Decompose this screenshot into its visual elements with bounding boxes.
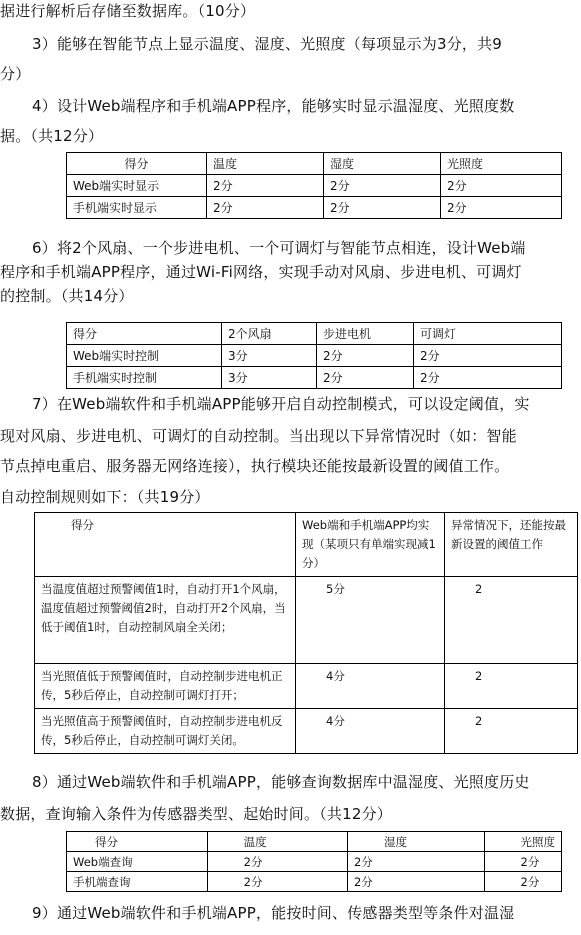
text-line-9: 7）在Web端软件和手机端APP能够开启自动控制模式，可以设定阈值，实 — [32, 395, 530, 413]
table-row — [67, 175, 562, 197]
table-header-row — [67, 832, 562, 852]
table-cell: 2分 — [317, 367, 414, 389]
table-cell: 2 — [445, 577, 578, 664]
table-row — [67, 852, 562, 872]
text-line-7: 程序和手机端APP程序，通过Wi-Fi网络，实现手动对风扇、步进电机、可调灯 — [0, 263, 522, 281]
table-cell: 2分 — [207, 197, 324, 219]
table-cell: 2分 — [207, 175, 324, 197]
text-line-15: 9）通过Web端软件和手机端APP，能按时间、传感器类型等条件对温湿 — [32, 904, 515, 922]
table-cell: 2分 — [207, 852, 347, 872]
table-cell: 光照度 — [441, 153, 562, 175]
table-cell: 异常情况下，还能按最新设置的阈值工作 — [445, 513, 578, 577]
history-query-table — [66, 831, 562, 892]
table-cell: 2分 — [484, 852, 562, 872]
table-cell: 4分 — [296, 709, 445, 754]
table-cell: 2分 — [347, 872, 484, 892]
table-cell: 4分 — [296, 664, 445, 709]
table-cell: 2 — [445, 709, 578, 754]
table-cell: 得分 — [67, 153, 207, 175]
table-cell: 手机端实时控制 — [67, 367, 222, 389]
table-cell: 2分 — [441, 175, 562, 197]
table-cell: 2分 — [441, 197, 562, 219]
auto-control-rules-table — [34, 512, 578, 754]
text-line-13: 8）通过Web端软件和手机端APP，能够查询数据库中温湿度、光照度历史 — [32, 773, 530, 791]
table-cell: 2 — [445, 664, 578, 709]
table-cell — [35, 513, 296, 577]
table-cell: 当温度值超过预警阈值1时，自动打开1个风扇，温度值超过预警阈值2时，自动打开2个风扇，当低于阈值1时，自动控制风扇全关闭； — [35, 577, 296, 664]
text-line-10: 现对风扇、步进电机、可调灯的自动控制。当出现以下异常情况时（如：智能 — [0, 427, 517, 445]
table-cell: 手机端实时显示 — [67, 197, 207, 219]
table-row — [67, 872, 562, 892]
table-cell: Web端查询 — [67, 852, 208, 872]
table-cell: 2分 — [347, 852, 484, 872]
table-cell: Web端实时显示 — [67, 175, 207, 197]
table-cell: 2分 — [324, 197, 441, 219]
manual-control-table — [66, 322, 562, 389]
text-line-11: 节点掉电重启、服务器无网络连接），执行模块还能按最新设置的阈值工作。 — [0, 457, 510, 475]
table-cell: 温度 — [207, 832, 347, 852]
table-row — [35, 709, 578, 754]
table-row — [35, 664, 578, 709]
table-cell: 光照度 — [484, 832, 562, 852]
table-cell: 湿度 — [347, 832, 484, 852]
table-cell: Web端和手机端APP均实现（某项只有单端实现减1分） — [296, 513, 445, 577]
table-cell: 2分 — [414, 367, 562, 389]
table-cell: 2分 — [484, 872, 562, 892]
table-cell: 3分 — [222, 345, 317, 367]
table-row — [67, 345, 562, 367]
text-line-6: 6）将2个风扇、一个步进电机、一个可调灯与智能节点相连，设计Web端 — [32, 239, 526, 257]
table-cell: 2分 — [317, 345, 414, 367]
table-cell: 得分 — [67, 323, 222, 345]
table-cell: 5分 — [296, 577, 445, 664]
table-cell: 得分 — [67, 832, 208, 852]
table-row — [67, 197, 562, 219]
text-line-1: 据进行解析后存储至数据库。（10分） — [0, 2, 256, 20]
table-cell: 当光照值低于预警阈值时，自动控制步进电机正传，5秒后停止，自动控制可调灯打开； — [35, 664, 296, 709]
table-cell: 2个风扇 — [222, 323, 317, 345]
text-line-4: 4）设计Web端程序和手机端APP程序，能够实时显示温湿度、光照度数 — [32, 97, 515, 115]
realtime-display-table — [66, 152, 562, 219]
text-line-8: 的控制。（共14分） — [0, 287, 134, 305]
text-line-12: 自动控制规则如下：（共19分） — [0, 488, 210, 506]
table-cell: 湿度 — [324, 153, 441, 175]
table-header-row — [35, 513, 578, 577]
table-cell: 手机端查询 — [67, 872, 208, 892]
table-cell: 3分 — [222, 367, 317, 389]
table-header-row — [67, 153, 562, 175]
header-label: 得分 — [71, 518, 94, 532]
table-cell: 2分 — [324, 175, 441, 197]
table-cell: 温度 — [207, 153, 324, 175]
text-line-5: 据。（共12分） — [0, 127, 104, 145]
text-line-3: 分） — [0, 65, 31, 83]
table-cell: 2分 — [207, 872, 347, 892]
table-header-row — [67, 323, 562, 345]
table-cell: 步进电机 — [317, 323, 414, 345]
table-cell: 2分 — [414, 345, 562, 367]
table-cell: 当光照值高于预警阈值时，自动控制步进电机反传，5秒后停止，自动控制可调灯关闭。 — [35, 709, 296, 754]
table-row — [35, 577, 578, 664]
text-line-14: 数据，查询输入条件为传感器类型、起始时间。（共12分） — [0, 805, 392, 823]
table-cell: 可调灯 — [414, 323, 562, 345]
table-cell: Web端实时控制 — [67, 345, 222, 367]
table-row — [67, 367, 562, 389]
text-line-2: 3）能够在智能节点上显示温度、湿度、光照度（每项显示为3分，共9 — [32, 35, 503, 53]
